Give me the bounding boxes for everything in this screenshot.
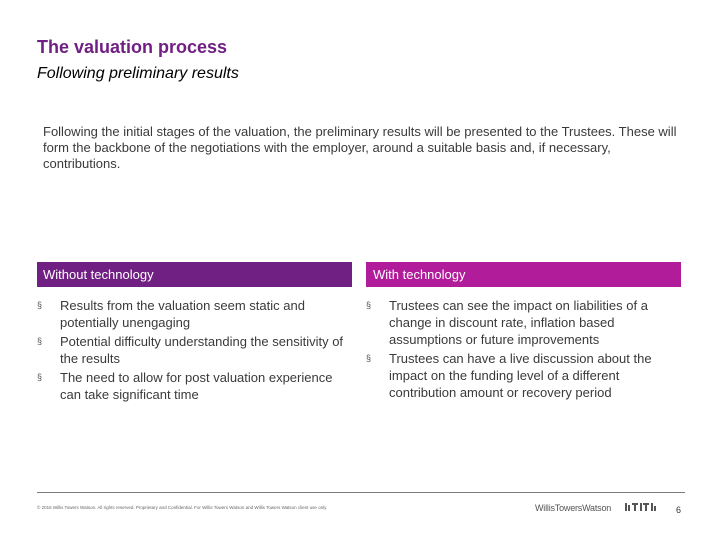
bullet-text: Potential difficulty understanding the sensitivity of the results xyxy=(60,334,344,366)
logo-mark-icon xyxy=(625,502,659,512)
bullet-icon: § xyxy=(37,336,43,346)
page-number: 6 xyxy=(676,505,682,515)
bullet-icon: § xyxy=(37,372,43,382)
list-item xyxy=(366,297,681,348)
with-technology-list xyxy=(366,297,681,403)
bullet-icon: § xyxy=(366,353,372,363)
list-item xyxy=(37,333,352,367)
bullet-text: The need to allow for post valuation experience can take significant time xyxy=(60,370,333,402)
bullet-icon: § xyxy=(37,300,43,310)
with-technology-header: With technology xyxy=(366,262,681,287)
slide-subtitle: Following preliminary results xyxy=(37,65,239,82)
bullet-text: Trustees can see the impact on liabilities of a change in discount rate, inflation based assumptions or future improvements xyxy=(389,298,648,347)
intro-paragraph xyxy=(43,124,683,172)
slide-title: The valuation process xyxy=(37,37,228,57)
bullet-text: Trustees can have a live discussion about the impact on the funding level of a different contribution amount or recovery period xyxy=(389,351,652,400)
list-item xyxy=(37,297,352,331)
bullet-icon: § xyxy=(366,300,372,310)
list-item xyxy=(37,369,352,403)
without-technology-header: Without technology xyxy=(37,262,352,287)
company-logo: WillisTowersWatson xyxy=(535,503,612,513)
bullet-text: Results from the valuation seem static and potentially unengaging xyxy=(60,298,305,330)
footer-divider xyxy=(37,492,685,493)
without-technology-list xyxy=(37,297,352,405)
footer-copyright: © 2016 Willis Towers Watson. All rights reserved. Proprietary and Confidential. For Willis Towers Watson and Willis Towers Watson client use only. xyxy=(37,505,328,510)
intro-text: Following the initial stages of the valuation, the preliminary results will be presented to the Trustees. These will form the backbone of the negotiations with the employer, around a suitable basis and, if necessary, contributions. xyxy=(43,124,677,171)
list-item xyxy=(366,350,681,401)
